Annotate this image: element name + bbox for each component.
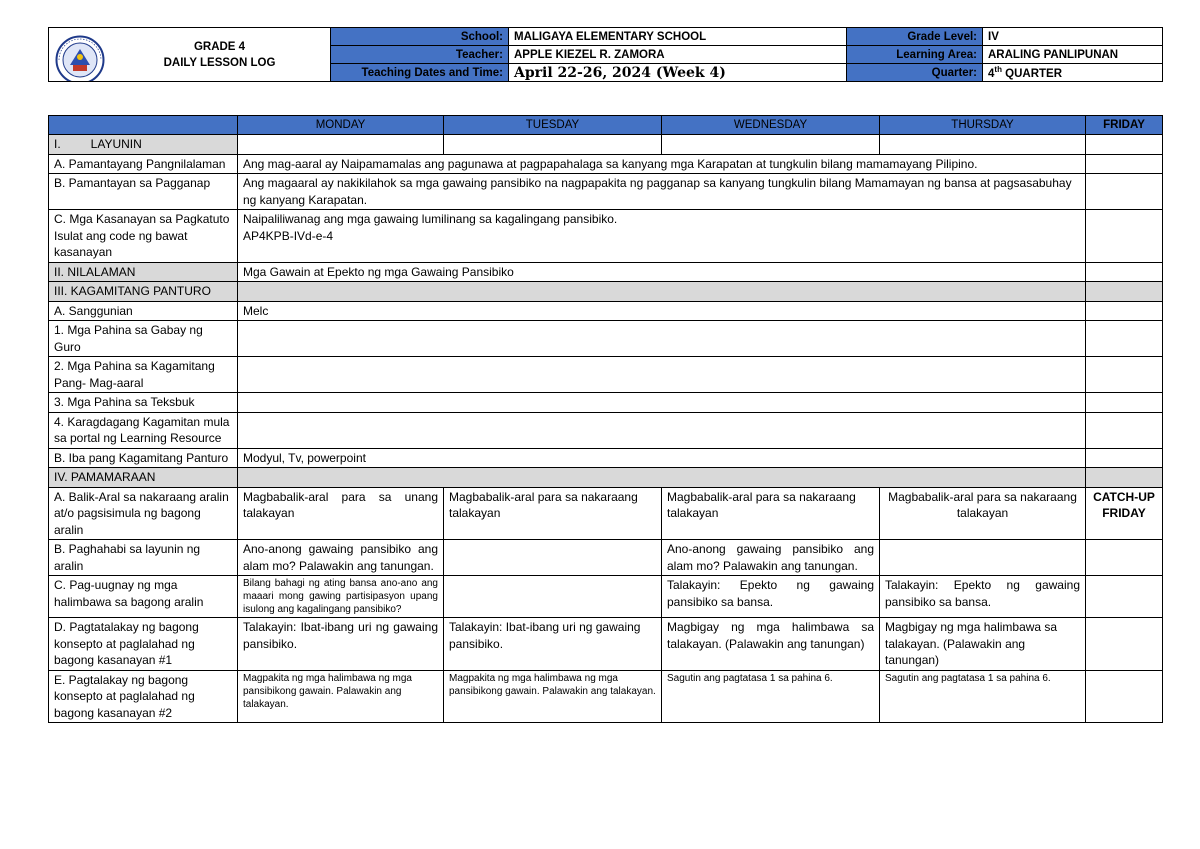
competency-code: AP4KPB-IVd-e-4 — [243, 228, 334, 243]
cell-wednesday: Ano-anong gawaing pansibiko ang alam mo? Palawakin ang tanungan. — [662, 540, 880, 576]
cell-thursday: Magbigay ng mga halimbawa sa talakayan. (Palawakin ang tanungan) — [880, 618, 1086, 671]
teaching-dates-label: Teaching Dates and Time: — [331, 64, 509, 82]
table-row — [49, 487, 1163, 540]
cell-friday — [1086, 540, 1163, 576]
header-table — [48, 27, 1163, 82]
header-logo-cell — [49, 28, 331, 82]
table-row — [49, 357, 1163, 393]
cell-monday: Ano-anong gawaing pansibiko ang alam mo? Palawakin ang tanungan. — [238, 540, 444, 576]
table-row — [49, 135, 1163, 155]
cell-monday: Bilang bahagi ng ating bansa ano-ano ang maaari mong gawing partisipasyon upang isulong ang kagalingang pansibiko? — [238, 576, 444, 618]
day-thursday: THURSDAY — [880, 116, 1086, 135]
row-label: A. Balik-Aral sa nakaraang aralin at/o pagsisimula ng bagong aralin — [49, 487, 238, 540]
row-label-subtitle: Isulat ang code ng bawat kasanayan — [54, 228, 188, 259]
row-label: B. Pamantayan sa Pagganap — [49, 174, 238, 210]
competency-text: Naipaliliwanag ang mga gawaing lumilinang sa kagalingang pansibiko. — [243, 212, 618, 226]
table-row — [49, 174, 1163, 210]
quarter-number: 4 — [988, 67, 995, 80]
cell-wednesday: Magbabalik-aral para sa nakaraang talakayan — [662, 487, 880, 540]
table-row — [49, 154, 1163, 174]
cell-monday: Talakayin: Ibat-ibang uri ng gawaing pansibiko. — [238, 618, 444, 671]
row-label: A. Sanggunian — [49, 301, 238, 321]
table-row — [49, 670, 1163, 723]
section-layunin: I. LAYUNIN — [49, 135, 238, 155]
row-label: A. Pamantayang Pangnilalaman — [49, 154, 238, 174]
table-row — [49, 262, 1163, 282]
table-row — [49, 282, 1163, 302]
cell-monday: Magpakita ng mga halimbawa ng mga pansibikong gawain. Palawakin ang talakayan. — [238, 670, 444, 723]
learning-area-value: ARALING PANLIPUNAN — [983, 46, 1163, 64]
row-content: Mga Gawain at Epekto ng mga Gawaing Pansibiko — [238, 262, 1086, 282]
teacher-label: Teacher: — [331, 46, 509, 64]
row-label: 4. Karagdagang Kagamitan mula sa portal ng Learning Resource — [49, 412, 238, 448]
table-row — [49, 540, 1163, 576]
quarter-value — [983, 64, 1163, 82]
cell-tuesday: Magbabalik-aral para sa nakaraang talakayan — [444, 487, 662, 540]
row-label: E. Pagtalakay ng bagong konsepto at paglalahad ng bagong kasanayan #2 — [49, 670, 238, 723]
row-label: D. Pagtatalakay ng bagong konsepto at paglalahad ng bagong kasanayan #1 — [49, 618, 238, 671]
days-header-row — [49, 116, 1163, 135]
cell-thursday: Magbabalik-aral para sa nakaraang talakayan — [880, 487, 1086, 540]
teaching-dates-value: April 22-26, 2024 (Week 4) — [509, 64, 847, 82]
row-content: Ang mag-aaral ay Naipamamalas ang pagunawa at pagpapahalaga sa kanyang mga Karapatan at tungkulin bilang mamamayang Pilipino. — [238, 154, 1086, 174]
row-content: Melc — [238, 301, 1086, 321]
row-label: 1. Mga Pahina sa Gabay ng Guro — [49, 321, 238, 357]
quarter-label: Quarter: — [847, 64, 983, 82]
table-row — [49, 210, 1163, 263]
table-row — [49, 412, 1163, 448]
learning-area-label: Learning Area: — [847, 46, 983, 64]
table-row — [49, 618, 1163, 671]
cell-tuesday: Magpakita ng mga halimbawa ng mga pansibikong gawain. Palawakin ang talakayan. — [444, 670, 662, 723]
day-friday: FRIDAY — [1086, 116, 1163, 135]
cell-thursday: Talakayin: Epekto ng gawaing pansibiko sa bansa. — [880, 576, 1086, 618]
cell-friday — [1086, 576, 1163, 618]
cell-thursday — [880, 540, 1086, 576]
row-label: 2. Mga Pahina sa Kagamitang Pang- Mag-aaral — [49, 357, 238, 393]
cell-tuesday — [444, 576, 662, 618]
row-content: Modyul, Tv, powerpoint — [238, 448, 1086, 468]
table-row — [49, 448, 1163, 468]
day-tuesday: TUESDAY — [444, 116, 662, 135]
row-label: 3. Mga Pahina sa Teksbuk — [49, 393, 238, 413]
row-label-title: C. Mga Kasanayan sa Pagkatuto — [54, 212, 230, 226]
cell-wednesday: Talakayin: Epekto ng gawaing pansibiko sa bansa. — [662, 576, 880, 618]
cell-monday: Magbabalik-aral para sa unang talakayan — [238, 487, 444, 540]
deped-seal-icon — [55, 35, 105, 82]
cell-tuesday — [444, 540, 662, 576]
section-kagamitan: III. KAGAMITANG PANTURO — [49, 282, 238, 302]
teacher-value: APPLE KIEZEL R. ZAMORA — [509, 46, 847, 64]
row-label: B. Iba pang Kagamitang Panturo — [49, 448, 238, 468]
grade-level-label: Grade Level: — [847, 28, 983, 46]
quarter-suffix: th — [994, 65, 1002, 75]
cell-friday — [1086, 670, 1163, 723]
cell-wednesday: Magbigay ng mga halimbawa sa talakayan. (Palawakin ang tanungan) — [662, 618, 880, 671]
days-corner-cell — [49, 116, 238, 135]
school-label: School: — [331, 28, 509, 46]
quarter-word: QUARTER — [1005, 67, 1063, 80]
table-row — [49, 468, 1163, 488]
table-row — [49, 301, 1163, 321]
row-label — [49, 210, 238, 263]
log-title: DAILY LESSON LOG — [163, 56, 276, 69]
cell-thursday: Sagutin ang pagtatasa 1 sa pahina 6. — [880, 670, 1086, 723]
cell-friday — [1086, 618, 1163, 671]
lesson-log-table — [48, 115, 1163, 723]
grade-level-value: IV — [983, 28, 1163, 46]
row-content: Ang magaaral ay nakikilahok sa mga gawaing pansibiko na nagpapakita ng pagganap sa kanyang tungkulin bilang Mamamayan ng bansa at pagsasabuhay ng kanyang Karapatan. — [238, 174, 1086, 210]
section-nilalaman: II. NILALAMAN — [49, 262, 238, 282]
cell-wednesday: Sagutin ang pagtatasa 1 sa pahina 6. — [662, 670, 880, 723]
section-pamamaraan: IV. PAMAMARAAN — [49, 468, 238, 488]
row-label: B. Paghahabi sa layunin ng aralin — [49, 540, 238, 576]
school-value: MALIGAYA ELEMENTARY SCHOOL — [509, 28, 847, 46]
cell-tuesday: Talakayin: Ibat-ibang uri ng gawaing pansibiko. — [444, 618, 662, 671]
row-label: C. Pag-uugnay ng mga halimbawa sa bagong aralin — [49, 576, 238, 618]
table-row — [49, 321, 1163, 357]
day-monday: MONDAY — [238, 116, 444, 135]
grade-title: GRADE 4 — [193, 40, 246, 53]
table-row — [49, 393, 1163, 413]
table-row — [49, 576, 1163, 618]
row-content — [238, 210, 1086, 263]
day-wednesday: WEDNESDAY — [662, 116, 880, 135]
cell-friday: CATCH-UP FRIDAY — [1086, 487, 1163, 540]
